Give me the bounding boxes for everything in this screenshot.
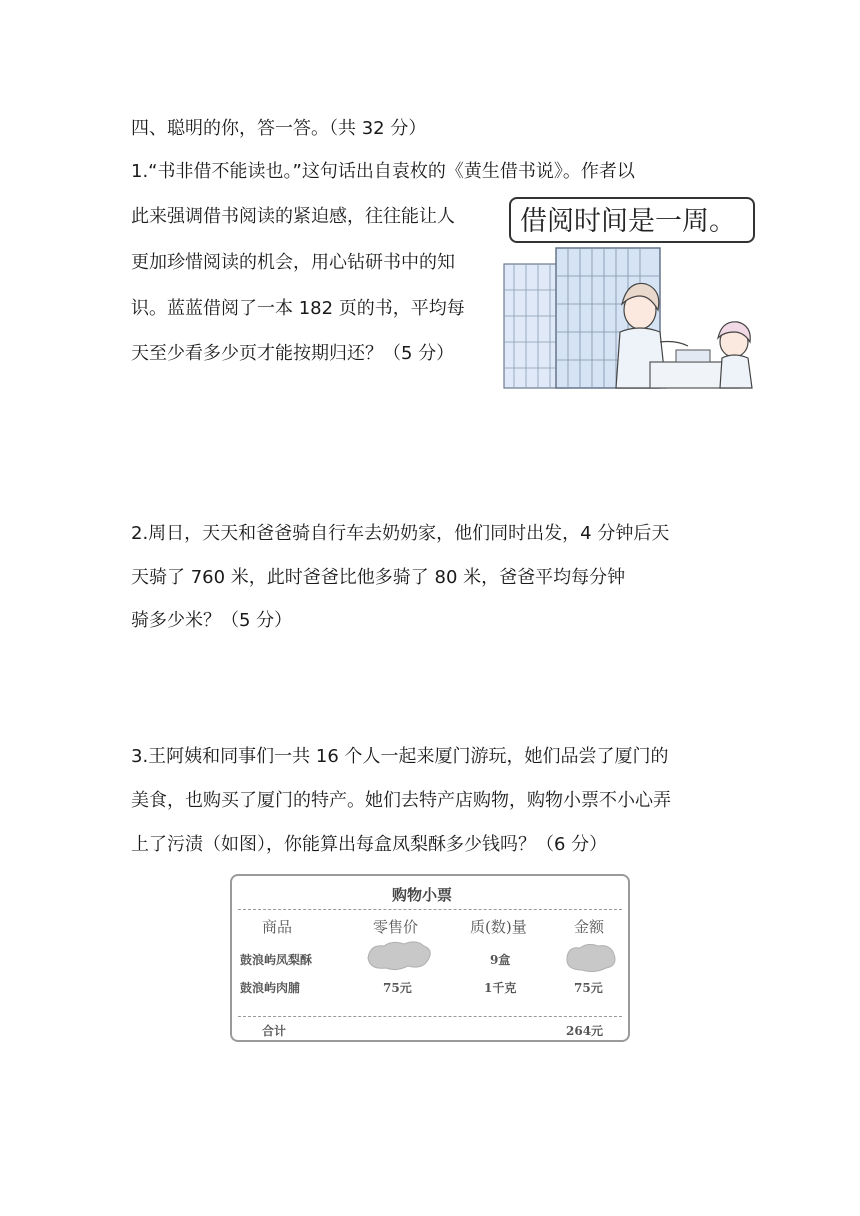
receipt-header-qty: 质(数)量 — [470, 918, 527, 936]
receipt-row2-qty: 1千克 — [484, 981, 517, 995]
q3-line-3: 上了污渍（如图），你能算出每盒凤梨酥多少钱吗？（6 分） — [131, 834, 608, 855]
receipt-row2-amount: 75元 — [574, 981, 603, 995]
receipt-header-price: 零售价 — [373, 918, 419, 936]
q1-line-3: 更加珍惜阅读的机会，用心钻研书中的知 — [131, 252, 455, 273]
receipt-header-item: 商品 — [262, 918, 293, 936]
q1-line-2: 此来强调借书阅读的紧迫感，往往能让人 — [131, 206, 455, 227]
receipt-total-value: 264元 — [566, 1024, 604, 1038]
q2-line-2: 天骑了 760 米，此时爸爸比他多骑了 80 米，爸爸平均每分钟 — [131, 567, 626, 588]
receipt-divider-top — [238, 909, 622, 910]
receipt-row1-item: 鼓浪屿凤梨酥 — [240, 953, 313, 967]
receipt-header-amount: 金额 — [574, 918, 605, 936]
q2-line-1: 2.周日，天天和爸爸骑自行车去奶奶家，他们同时出发，4 分钟后天 — [131, 523, 670, 544]
shopping-receipt — [230, 874, 630, 1042]
receipt-title: 购物小票 — [392, 886, 453, 904]
receipt-row2-price: 75元 — [383, 981, 412, 995]
q1-line-4: 识。蓝蓝借阅了一本 182 页的书，平均每 — [131, 298, 465, 319]
q3-line-2: 美食，也购买了厦门的特产。她们去特产店购物，购物小票不小心弄 — [131, 790, 671, 811]
stain-smudge-price — [364, 938, 434, 972]
receipt-row2-item: 鼓浪屿肉脯 — [240, 981, 301, 995]
q2-line-3: 骑多少米？（5 分） — [131, 610, 293, 631]
q1-line-1: 1.“书非借不能读也。”这句话出自袁枚的《黄生借书说》。作者以 — [131, 161, 635, 182]
q1-line-5: 天至少看多少页才能按期归还？（5 分） — [131, 343, 455, 364]
receipt-divider-bottom — [238, 1016, 622, 1017]
receipt-row1-qty: 9盒 — [490, 953, 511, 967]
q3-line-1: 3.王阿姨和同事们一共 16 个人一起来厦门游玩，她们品尝了厦门的 — [131, 746, 669, 767]
library-sign-text: 借阅时间是一周。 — [520, 206, 736, 237]
stain-smudge-amount — [564, 940, 618, 974]
section-title: 四、聪明的你，答一答。（共 32 分） — [131, 118, 427, 139]
receipt-total-label: 合计 — [262, 1024, 287, 1038]
library-illustration — [500, 192, 760, 392]
